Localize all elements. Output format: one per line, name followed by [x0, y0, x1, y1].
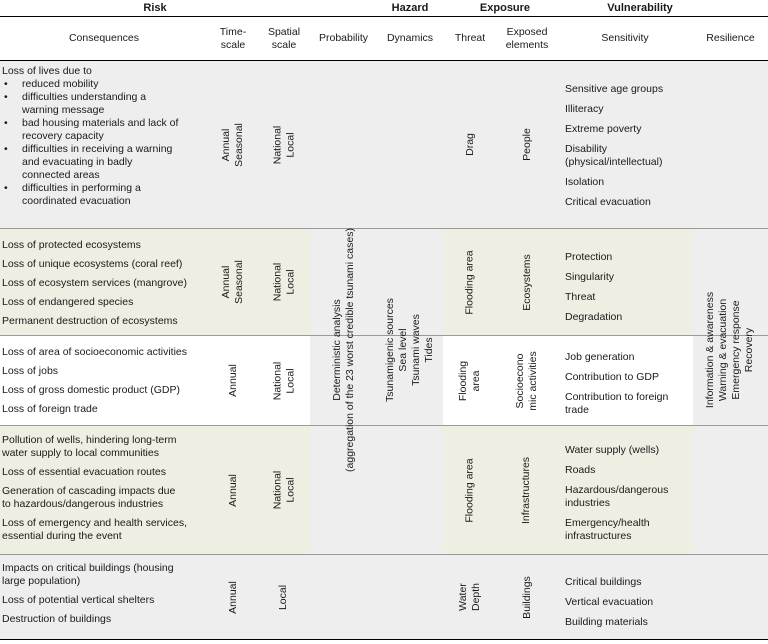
row1-spatial-scale: National Local	[271, 125, 296, 164]
col-resilience: Resilience	[706, 32, 755, 44]
row5-consequences: Impacts on critical buildings (housing large population) Loss of potential vertical shelters Destruction of buildings	[2, 562, 174, 625]
row1-time-scale: Annual Seasonal	[219, 122, 245, 167]
col-threat: Threat	[454, 32, 486, 44]
row1-exposed: People	[520, 128, 533, 161]
col-spatial-scale: Spatial scale	[267, 25, 301, 51]
probability-cell: Deterministic analysis (aggregation of the 23 worst credible tsunami cases)	[330, 228, 356, 472]
row4-exposed: Infrastructures	[520, 456, 533, 524]
row4-spatial-scale: National Local	[271, 470, 296, 510]
row2-spatial-scale: National Local	[271, 262, 296, 302]
col-consequences: Consequences	[68, 32, 140, 44]
row4-sensitivity: Water supply (wells) Roads Hazardous/dangerous industries Emergency/health infrastructures	[565, 444, 669, 542]
row1-sensitivity: Sensitive age groups Illiteracy Extreme poverty Disability (physical/intellectual) Isolation Critical evacuation	[565, 83, 664, 208]
row3-threat: Flooding area	[457, 360, 482, 401]
row3-consequences: Loss of area of socioeconomic activities Loss of jobs Loss of gross domestic product (GDP) Loss of foreign trade	[2, 346, 188, 415]
col-probability: Probability	[318, 32, 369, 44]
row4-consequences: Pollution of wells, hindering long-term water supply to local communities Loss of essential evacuation routes Generation of cascading impacts due to hazardous/dangerous industries Loss of emergency and health services, essential during the event	[2, 434, 188, 542]
row5-sensitivity: Critical buildings Vertical evacuation Building materials	[565, 576, 654, 628]
row5-exposed: Buildings	[520, 575, 533, 619]
row2-threat: Flooding area	[463, 249, 476, 315]
rule-bottom	[0, 639, 768, 640]
col-sensitivity: Sensitivity	[601, 32, 649, 44]
dynamics-cell: Tsunamigenic sources Sea level Tsunami waves Tides	[384, 298, 436, 402]
row2-exposed: Ecosystems	[520, 253, 533, 311]
group-vulnerability: Vulnerability	[607, 2, 673, 14]
row3-exposed: Socioecono mic activities	[513, 350, 539, 411]
row1-consequences: Loss of lives due to • reduced mobility • difficulties understanding a warning message • bad housing materials and lack of recovery capacity • difficulties in receiving a warning and evacuating in badly connected areas • difficulties in performing a coordinated evacuation	[2, 65, 208, 208]
row3-time-scale: Annual	[226, 364, 239, 397]
group-risk: Risk	[143, 2, 167, 14]
resilience-cell: Information & awareness Warning & evacuation Emergency response Recovery	[704, 291, 756, 409]
col-dynamics: Dynamics	[386, 32, 434, 44]
row4-threat: Flooding area	[463, 457, 476, 523]
group-exposure: Exposure	[479, 2, 531, 14]
row1-threat: Drag	[463, 133, 476, 156]
row5-threat: Water Depth	[457, 582, 482, 612]
row5-spatial-scale: Local	[277, 584, 290, 610]
row3-spatial-scale: National Local	[271, 361, 296, 400]
col-time-scale: Time- scale	[219, 25, 247, 51]
row4-time-scale: Annual	[226, 473, 239, 507]
col-exposed-elements: Exposed elements	[505, 25, 549, 51]
row2-sensitivity: Protection Singularity Threat Degradation	[565, 251, 623, 323]
group-hazard: Hazard	[391, 2, 429, 14]
row2-consequences: Loss of protected ecosystems Loss of unique ecosystems (coral reef) Loss of ecosystem services (mangrove) Loss of endangered species Permanent destruction of ecosystems	[2, 239, 187, 327]
row2-time-scale: Annual Seasonal	[219, 260, 245, 304]
row5-time-scale: Annual	[226, 580, 239, 614]
row3-sensitivity: Job generation Contribution to GDP Contribution to foreign trade	[565, 351, 669, 416]
